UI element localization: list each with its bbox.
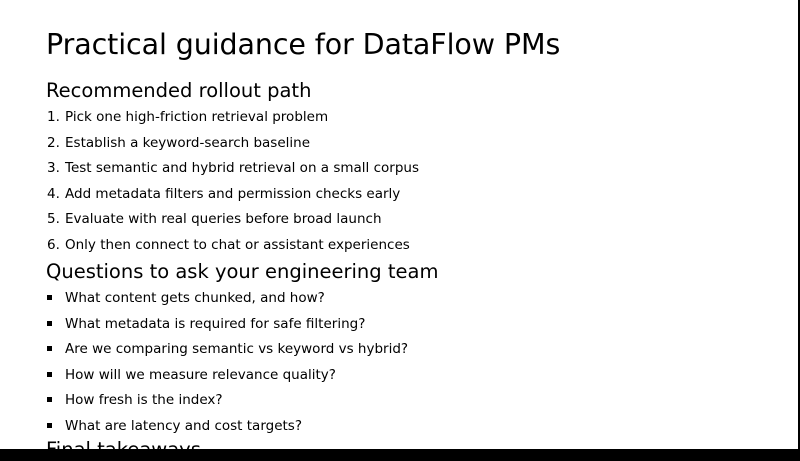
item-text: What content gets chunked, and how?: [65, 290, 325, 306]
item-text: Are we comparing semantic vs keyword vs hybrid?: [65, 341, 409, 358]
item-text: How will we measure relevance quality?: [65, 366, 336, 383]
bullet-square-icon: [47, 372, 52, 377]
bullet-square-icon: [47, 397, 52, 402]
bullet-square-icon: [47, 346, 52, 351]
item-text: Only then connect to chat or assistant experiences: [65, 236, 410, 253]
slide-title: Practical guidance for DataFlow PMs: [46, 28, 561, 61]
item-text: Add metadata filters and permission checks early: [65, 185, 401, 202]
item-number: 3.: [47, 160, 60, 177]
item-text: Test semantic and hybrid retrieval on a small corpus: [65, 160, 419, 177]
item-text: What metadata is required for safe filtering?: [65, 315, 366, 332]
item-text: Evaluate with real queries before broad launch: [65, 211, 382, 228]
takeaways-heading: Final takeaways: [46, 438, 201, 461]
rollout-heading: Recommended rollout path: [46, 79, 312, 102]
item-number: 1.: [47, 109, 60, 125]
item-text: Pick one high-friction retrieval problem: [65, 109, 329, 125]
questions-heading: Questions to ask your engineering team: [46, 260, 439, 283]
bullet-square-icon: [47, 321, 52, 326]
item-number: 5.: [47, 211, 60, 228]
bullet-square-icon: [47, 423, 52, 428]
bullet-square-icon: [47, 295, 52, 300]
item-text: What are latency and cost targets?: [65, 417, 303, 434]
item-text: How fresh is the index?: [65, 392, 223, 409]
item-text: Establish a keyword-search baseline: [65, 134, 311, 151]
item-number: 6.: [47, 236, 60, 253]
item-number: 2.: [47, 134, 60, 151]
item-number: 4.: [47, 185, 60, 202]
